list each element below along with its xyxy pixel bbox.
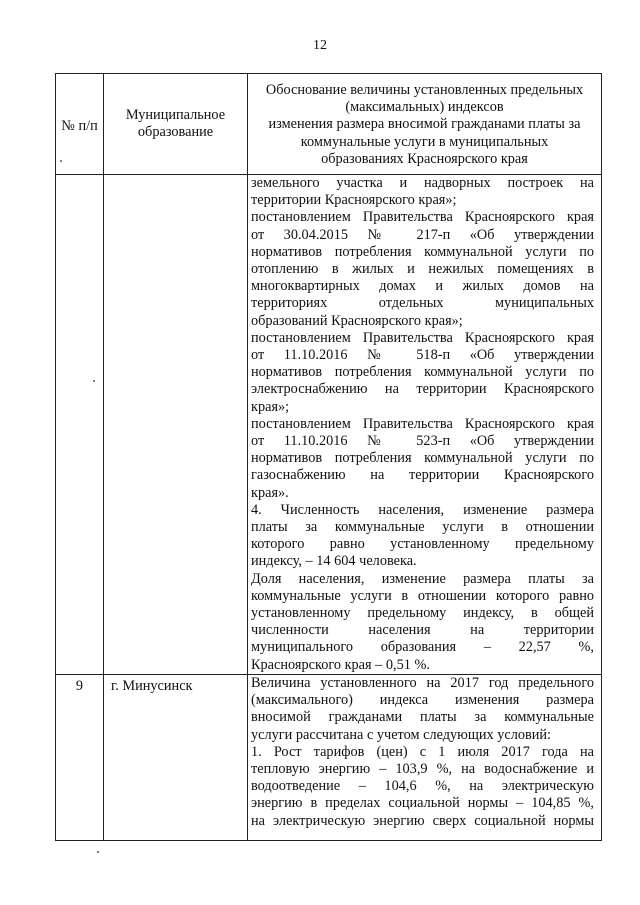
text-line: 1. Рост тарифов (цен) с 1 июля 2017 года на xyxy=(251,743,594,760)
text-line: газоснабжению на территории Красноярского xyxy=(251,467,594,484)
text-line: муниципального образования – 22,57 %, xyxy=(251,639,594,656)
text-line: земельного участка и надворных построек на xyxy=(251,175,594,191)
table-header-row xyxy=(56,74,602,175)
text-line: территориях отдельных муниципальных xyxy=(251,295,594,312)
text-line: Доля населения, изменение размера платы за xyxy=(251,570,594,587)
text-line: от 11.10.2016 № 523-п «Об утверждении xyxy=(251,433,594,450)
header-justification-line: Обоснование величины установленных предельных xyxy=(265,81,584,98)
row-municipality-cell xyxy=(104,674,248,840)
text-line: Красноярского края – 0,51 %. xyxy=(251,656,430,673)
text-line: платы за коммунальные услуги в отношении xyxy=(251,519,594,536)
row-number-cell xyxy=(56,175,104,675)
header-justification-line: (максимальных) индексов xyxy=(345,99,504,116)
text-line: услуги рассчитана с учетом следующих условий: xyxy=(251,726,552,743)
text-line: 4. Численность населения, изменение размера xyxy=(251,501,594,518)
scan-speck xyxy=(97,851,99,853)
header-justification xyxy=(248,74,602,175)
text-line: образований Красноярского края»; xyxy=(251,312,463,329)
text-line: постановлением Правительства Красноярского края xyxy=(251,415,594,432)
justification-table xyxy=(55,73,602,841)
table-row xyxy=(56,674,602,840)
text-line: установленному предельному индексу, в общей xyxy=(251,605,594,622)
text-line: водоотведение – 104,6 %, на электрическую xyxy=(251,778,594,795)
scan-speck xyxy=(60,160,62,162)
row-justification-cell xyxy=(248,175,602,675)
header-number xyxy=(56,74,104,175)
text-line: электроснабжению на территории Красноярского xyxy=(251,381,594,398)
text-line: численности населения на территории xyxy=(251,622,594,639)
scan-speck xyxy=(93,380,95,382)
text-line: которого равно установленному предельному xyxy=(251,536,594,553)
text-line: Величина установленного на 2017 год предельного xyxy=(251,674,594,691)
header-justification-line: образованиях Красноярского края xyxy=(321,150,528,167)
header-justification-line: изменения размера вносимой гражданами платы за xyxy=(268,116,581,133)
header-municipality xyxy=(104,74,248,175)
page-number: 12 xyxy=(313,38,327,53)
row-justification-cell xyxy=(248,674,602,840)
text-line: от 11.10.2016 № 518-п «Об утверждении xyxy=(251,347,594,364)
header-justification-line: коммунальные услуги в муниципальных xyxy=(300,133,549,150)
header-number-label: № п/п xyxy=(61,118,98,135)
table-row xyxy=(56,175,602,675)
text-line: нормативов потребления коммунальной услуги по xyxy=(251,450,594,467)
text-line: энергию в пределах социальной нормы – 104,85 %, xyxy=(251,795,594,812)
row-number: 9 xyxy=(75,677,84,694)
text-line: постановлением Правительства Красноярского края xyxy=(251,209,594,226)
text-line: отоплению в жилых и нежилых помещениях в xyxy=(251,261,594,278)
text-line: от 30.04.2015 № 217-п «Об утверждении xyxy=(251,226,594,243)
row-justification-text xyxy=(251,175,594,674)
text-line: края»; xyxy=(251,398,290,415)
header-justification-text xyxy=(248,80,601,168)
text-line: тепловую энергию – 103,9 %, на водоснабжение и xyxy=(251,760,594,777)
text-line: многоквартирных домах и жилых домов на xyxy=(251,278,594,295)
text-line: территории Красноярского края»; xyxy=(251,192,457,209)
row-justification-text xyxy=(251,675,594,830)
text-line: края». xyxy=(251,484,289,501)
header-municipality-label: Муниципальное образование xyxy=(125,106,226,140)
row-number-cell xyxy=(56,674,104,840)
text-line: (максимального) индекса изменения размера xyxy=(251,692,594,709)
text-line: постановлением Правительства Красноярского края xyxy=(251,329,594,346)
row-municipality: г. Минусинск xyxy=(111,677,193,694)
text-line: вносимой гражданами платы за коммунальные xyxy=(251,709,594,726)
row-municipality-cell xyxy=(104,175,248,675)
text-line: коммунальные услуги в отношении которого равно xyxy=(251,587,594,604)
text-line: на электрическую энергию сверх социальной нормы xyxy=(251,812,594,829)
text-line: нормативов потребления коммунальной услуги по xyxy=(251,364,594,381)
text-line: индексу, – 14 604 человека. xyxy=(251,553,417,570)
text-line: нормативов потребления коммунальной услуги по xyxy=(251,243,594,260)
